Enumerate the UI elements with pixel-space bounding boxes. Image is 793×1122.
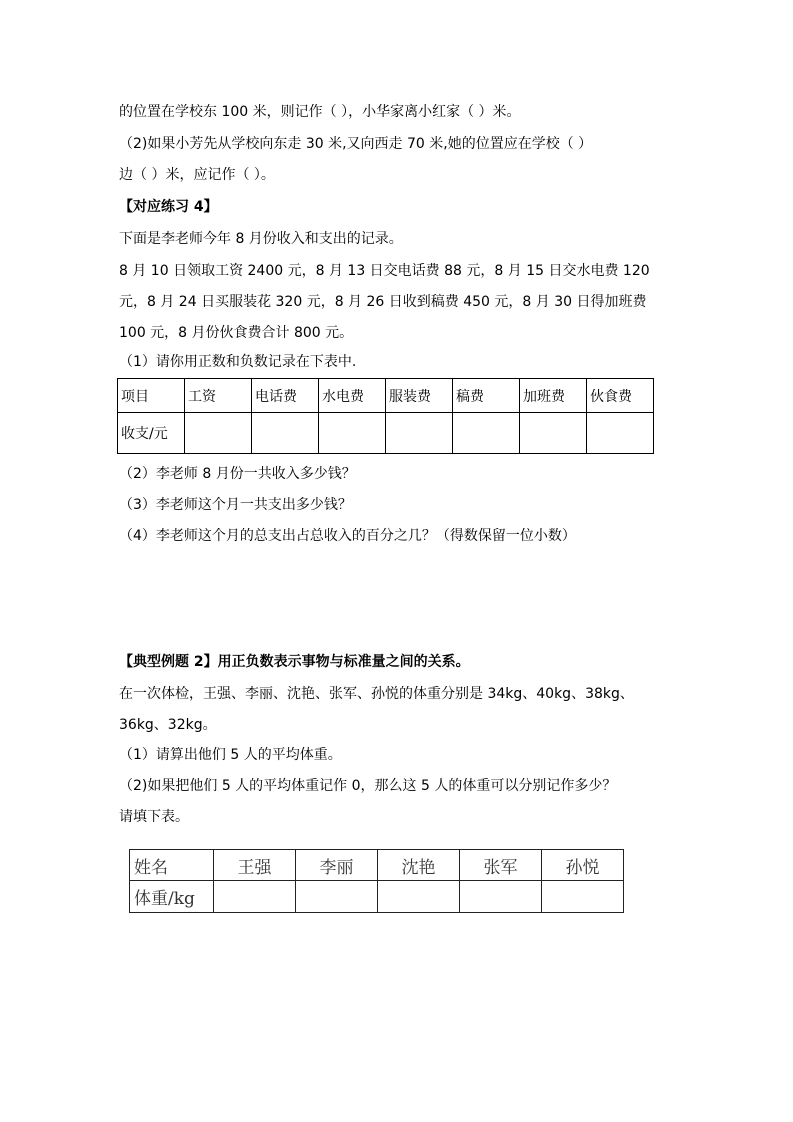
- table-row: [118, 413, 654, 454]
- table-header-cell: 孙悦: [542, 850, 624, 881]
- table-header-cell: 沈艳: [378, 850, 460, 881]
- table-input-cell[interactable]: [214, 881, 296, 913]
- paragraph-weights-line-2: 36kg、32kg。: [119, 717, 217, 733]
- table-input-cell[interactable]: [453, 413, 520, 454]
- question-2: （2）李老师 8 月份一共收入多少钱？: [119, 466, 356, 482]
- paragraph-record-line-1: 8 月 10 日领取工资 2400 元，8 月 13 日交电话费 88 元，8 月 15 日交水电费 120: [119, 263, 650, 279]
- table-row: [130, 881, 624, 913]
- table-input-cell[interactable]: [542, 881, 624, 913]
- table-header-cell: 项目: [118, 379, 185, 413]
- table-input-cell[interactable]: [296, 881, 378, 913]
- table-header-cell: 服装费: [386, 379, 453, 413]
- table-row-label: 体重/kg: [130, 881, 214, 913]
- table-input-cell[interactable]: [587, 413, 654, 454]
- paragraph-question-2: （2)如果小芳先从学校向东走 30 米,又向西走 70 米,她的位置应在学校（ ）: [119, 136, 593, 152]
- question-6: （2)如果把他们 5 人的平均体重记作 0，那么这 5 人的体重可以分别记作多少？: [119, 778, 617, 794]
- table-header-cell: 王强: [214, 850, 296, 881]
- question-5: （1）请算出他们 5 人的平均体重。: [119, 747, 342, 763]
- question-4: （4）李老师这个月的总支出占总收入的百分之几？（得数保留一位小数）: [119, 528, 576, 544]
- table-header-cell: 张军: [460, 850, 542, 881]
- heading-practice-4: 【对应练习 4】: [119, 199, 218, 215]
- paragraph-weights-line-1: 在一次体检，王强、李丽、沈艳、张军、孙悦的体重分别是 34kg、40kg、38kg、: [119, 686, 634, 702]
- table-input-cell[interactable]: [185, 413, 252, 454]
- table-header-cell: 工资: [185, 379, 252, 413]
- table-header-cell: 水电费: [319, 379, 386, 413]
- paragraph-fill-table: 请填下表。: [119, 809, 189, 825]
- paragraph-record-line-3: 100 元，8 月份伙食费合计 800 元。: [119, 325, 354, 341]
- question-3: （3）李老师这个月一共支出多少钱？: [119, 497, 352, 513]
- weight-table: [129, 849, 624, 913]
- paragraph-question-2-cont: 边（ ）米，应记作（ ）。: [119, 167, 275, 183]
- table-input-cell[interactable]: [252, 413, 319, 454]
- table-row: [130, 850, 624, 881]
- table-row: [118, 379, 654, 413]
- table-input-cell[interactable]: [460, 881, 542, 913]
- table-input-cell[interactable]: [386, 413, 453, 454]
- table-header-cell: 加班费: [520, 379, 587, 413]
- paragraph-position-east: 的位置在学校东 100 米，则记作（ ），小华家离小红家（ ）米。: [119, 104, 521, 120]
- table-input-cell[interactable]: [520, 413, 587, 454]
- table-header-cell: 稿费: [453, 379, 520, 413]
- table-header-cell: 伙食费: [587, 379, 654, 413]
- income-expense-table: [117, 378, 654, 454]
- table-header-cell: 李丽: [296, 850, 378, 881]
- paragraph-intro-record: 下面是李老师今年 8 月份收入和支出的记录。: [119, 231, 403, 247]
- table-header-cell: 电话费: [252, 379, 319, 413]
- heading-example-2: 【典型例题 2】用正负数表示事物与标准量之间的关系。: [119, 654, 470, 670]
- table-input-cell[interactable]: [378, 881, 460, 913]
- question-1: （1）请你用正数和负数记录在下表中.: [119, 354, 357, 370]
- table-input-cell[interactable]: [319, 413, 386, 454]
- paragraph-record-line-2: 元，8 月 24 日买服装花 320 元，8 月 26 日收到稿费 450 元，8 月 30 日得加班费: [119, 294, 647, 310]
- table-header-cell: 姓名: [130, 850, 214, 881]
- table-row-label: 收支/元: [118, 413, 185, 454]
